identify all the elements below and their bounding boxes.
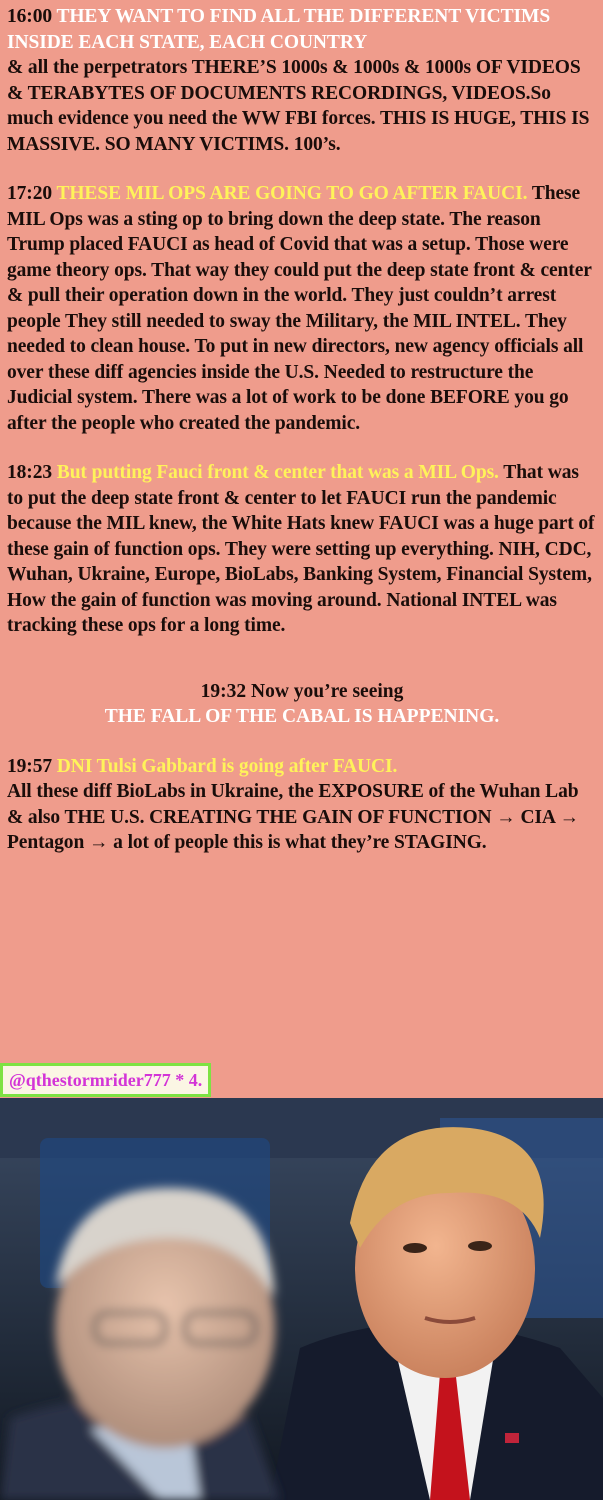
flag-pin xyxy=(505,1433,519,1443)
body-text: & all the perpetrators THERE’S 1000s & 1000s & 1000s OF VIDEOS & TERABYTES OF DOCUMENTS RECORDINGS, VIDEOS.So much evidence you need the WW FBI forces. THIS IS HUGE, THIS IS MASSIVE. SO MANY VICTIMS. 100’s. xyxy=(7,57,590,155)
timestamp: 16:00 xyxy=(7,6,52,27)
body-text: These MIL Ops was a sting op to bring down the deep state. The reason Trump placed FAUCI as head of Covid that was a setup. Those were game theory ops. That way they could put the deep state front & center & pull their operation down in the world. They just couldn’t arrest people They still needed to sway the Military, the MIL INTEL. They needed to clean house. To put in new directors, new agency officials all over these diff agencies inside the U.S. Needed to restructure the Judicial system. There was a lot of work to be done BEFORE you go after the people who created the pandemic. xyxy=(7,183,592,434)
headline: THESE MIL OPS ARE GOING TO GO AFTER FAUCI. xyxy=(56,183,528,204)
timestamp: 18:23 xyxy=(7,462,52,483)
headline: But putting Fauci front & center that was a MIL Ops. xyxy=(56,462,499,483)
headline: DNI Tulsi Gabbard is going after FAUCI. xyxy=(56,755,398,777)
center-statement xyxy=(7,679,597,730)
timestamp: 19:57 xyxy=(7,755,52,777)
center-line-1: 19:32 Now you’re seeing xyxy=(200,680,404,702)
photo-illustration xyxy=(0,1098,603,1500)
timestamp: 17:20 xyxy=(7,183,52,204)
handle-badge: @qthestormrider777 * 4. xyxy=(0,1063,211,1097)
section-1823 xyxy=(7,460,597,639)
news-photo xyxy=(0,1098,603,1500)
body-text: All these diff BioLabs in Ukraine, the EXPOSURE of the Wuhan Lab & also THE U.S. CREATING THE GAIN OF FUNCTION → CIA → Pentagon → a lot of people this is what they’re STAGING. xyxy=(7,781,580,853)
body-text: That was to put the deep state front & center to let FAUCI run the pandemic because the MIL knew, the White Hats knew FAUCI was a huge part of these gain of function ops. They were setting up everything. NIH, CDC, Wuhan, Ukraine, Europe, BioLabs, Banking System, Financial System, How the gain of function was moving around. National INTEL was tracking these ops for a long time. xyxy=(7,462,595,636)
section-1720 xyxy=(7,181,597,436)
center-line-2: THE FALL OF THE CABAL IS HAPPENING. xyxy=(104,706,500,727)
section-1600 xyxy=(7,4,597,157)
headline: THEY WANT TO FIND ALL THE DIFFERENT VICTIMS INSIDE EACH STATE, EACH COUNTRY xyxy=(7,6,551,53)
section-1957 xyxy=(7,754,597,856)
